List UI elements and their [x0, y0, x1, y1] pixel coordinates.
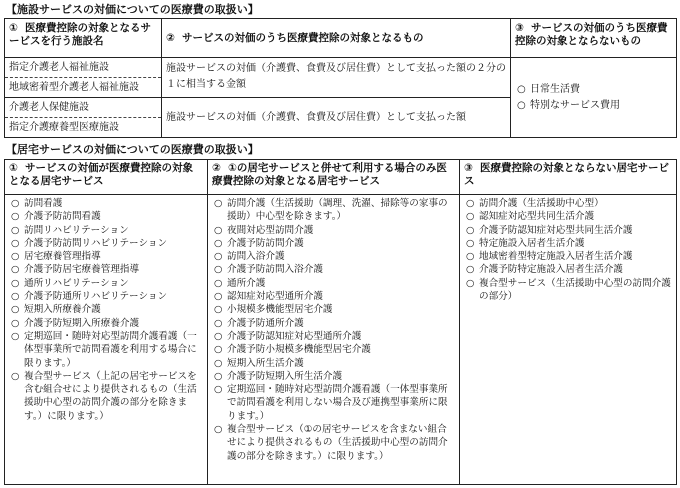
list-item	[11, 317, 203, 330]
list-item	[466, 263, 672, 276]
facility-services-table	[4, 18, 677, 138]
item-text: 介護予防訪問入浴介護	[227, 264, 323, 276]
item-text: 介護予防短期入所療養介護	[24, 317, 140, 329]
bullet: ○	[11, 264, 20, 276]
list-item	[214, 357, 455, 370]
service-list	[466, 197, 672, 303]
item-text: 介護予防訪問リハビリテーション	[24, 237, 168, 249]
facility-group-1	[5, 58, 162, 98]
bullet: ○	[466, 198, 475, 209]
header-number: ②	[212, 162, 221, 174]
list-item	[214, 343, 455, 356]
header-text: サービスの対価が医療費控除の対象となる居宅サービス	[9, 162, 193, 187]
bullet: ○	[11, 370, 20, 382]
deductible-services-col	[5, 195, 208, 485]
item-text: 通所介護	[227, 277, 266, 289]
item-text: 短期入所生活介護	[227, 357, 304, 369]
facility-group-2	[5, 98, 162, 138]
list-item	[214, 303, 455, 316]
item-text: 訪問介護（生活援助（調理、洗濯、掃除等の家事の援助）中心型を除きます。）	[227, 198, 448, 223]
item-text: 定期巡回・随時対応型訪問介護看護（一体型事業所で訪問看護を利用する場合に限ります。）	[24, 330, 197, 369]
bullet: ○	[214, 357, 223, 369]
list-item	[214, 330, 455, 343]
list-item	[466, 250, 672, 263]
bullet: ○	[214, 424, 223, 436]
list-item	[11, 237, 203, 250]
list-item	[11, 330, 203, 370]
list-item	[214, 317, 455, 330]
bullet: ○	[214, 304, 223, 316]
item-text: 介護予防短期入所生活介護	[227, 370, 343, 382]
item-text: 特定施設入居者生活介護	[479, 237, 585, 249]
list-item	[466, 237, 672, 250]
list-item	[517, 82, 670, 98]
bullet: ○	[466, 237, 475, 249]
item-text: 日常生活費	[530, 83, 580, 95]
header-number: ③	[515, 22, 524, 34]
list-item	[214, 263, 455, 276]
bullet: ○	[214, 264, 223, 276]
list-item	[11, 290, 203, 303]
item-text: 小規模多機能型居宅介護	[227, 304, 333, 316]
bullet: ○	[11, 277, 20, 289]
bullet: ○	[214, 277, 223, 289]
list-item	[11, 263, 203, 276]
table2-header-2	[208, 160, 460, 195]
item-text: 複合型サービス（生活援助中心型の訪問介護の部分）	[479, 277, 671, 303]
item-text: 介護予防居宅療養管理指導	[24, 264, 140, 276]
bullet: ○	[11, 317, 20, 329]
table1-header-1	[5, 19, 162, 58]
bullet: ○	[214, 224, 223, 236]
deductible-description-2: 施設サービスの対価（介護費、食費及び居住費）として支払った額	[162, 98, 511, 138]
header-text: ①の居宅サービスと併せて利用する場合のみ医療費控除の対象となる居宅サービス	[212, 162, 447, 187]
item-text: 地域密着型特定施設入居者生活介護	[479, 251, 633, 263]
header-text: 医療費控除の対象とならない居宅サービス	[464, 162, 669, 187]
list-item	[11, 197, 203, 210]
item-text: 介護予防通所リハビリテーション	[24, 291, 168, 303]
item-text: 居宅療養管理指導	[24, 251, 101, 263]
bullet: ○	[466, 264, 475, 276]
header-number: ①	[9, 162, 18, 174]
bullet: ○	[11, 291, 20, 303]
bullet: ○	[466, 277, 475, 289]
bullet: ○	[214, 291, 223, 303]
item-text: 介護予防訪問看護	[24, 211, 101, 223]
service-list	[11, 197, 203, 423]
table2-header-1	[5, 160, 208, 195]
bullet: ○	[466, 224, 475, 236]
header-text: サービスの対価のうち医療費控除の対象とならないもの	[515, 22, 668, 47]
list-item	[214, 224, 455, 237]
item-text: 介護予防小規模多機能型居宅介護	[227, 344, 371, 356]
bullet: ○	[11, 224, 20, 236]
bullet: ○	[214, 384, 223, 396]
list-item	[11, 370, 203, 423]
bullet: ○	[11, 304, 20, 316]
table1-header-2	[162, 19, 511, 58]
bullet: ○	[517, 99, 526, 111]
facility-name: 指定介護療養型医療施設	[9, 122, 119, 133]
list-item	[214, 250, 455, 263]
conditional-services-col	[208, 195, 460, 485]
item-text: 短期入所療養介護	[24, 304, 101, 316]
list-item	[214, 237, 455, 250]
list-item	[466, 197, 672, 210]
list-item	[11, 250, 203, 263]
list-item	[11, 210, 203, 223]
bullet: ○	[214, 370, 223, 382]
item-text: 夜間対応型訪問介護	[227, 224, 314, 236]
table2-header-3	[460, 160, 677, 195]
bullet: ○	[214, 317, 223, 329]
list-item	[11, 303, 203, 316]
header-text: 医療費控除の対象となるサービスを行う施設名	[9, 22, 151, 47]
list-item	[466, 224, 672, 237]
item-text: 通所リハビリテーション	[24, 277, 129, 289]
header-text: サービスの対価のうち医療費控除の対象となるもの	[182, 31, 424, 44]
header-number: ③	[464, 162, 473, 174]
bullet: ○	[11, 211, 20, 223]
bullet: ○	[11, 251, 20, 263]
item-text: 介護予防特定施設入居者生活介護	[479, 264, 623, 276]
bullet: ○	[466, 251, 475, 263]
list-item	[214, 383, 455, 423]
item-text: 介護予防認知症対応型通所介護	[227, 330, 362, 342]
bullet: ○	[11, 330, 20, 342]
bullet: ○	[11, 237, 20, 249]
facility-name: 指定介護老人福祉施設	[5, 58, 161, 78]
list-item	[214, 277, 455, 290]
bullet: ○	[11, 198, 20, 209]
service-list	[214, 197, 455, 463]
list-item	[466, 277, 672, 304]
bullet: ○	[214, 237, 223, 249]
item-text: 介護予防通所介護	[227, 317, 304, 329]
deductible-description-1: 施設サービスの対価（介護費、食費及び居住費）として支払った額の２分の１に相当する金額	[162, 58, 511, 98]
header-number: ①	[9, 22, 18, 34]
list-item	[466, 210, 672, 223]
item-text: 介護予防訪問介護	[227, 237, 304, 249]
section1-title: 【施設サービスの対価についての医療費の取扱い】	[6, 3, 259, 16]
non-deductible-services-col	[460, 195, 677, 485]
table1-header-3	[511, 19, 677, 58]
bullet: ○	[466, 211, 475, 223]
list-item	[11, 224, 203, 237]
list-item	[214, 370, 455, 383]
item-text: 認知症対応型通所介護	[227, 291, 323, 303]
list-item	[517, 98, 670, 114]
item-text: 介護予防認知症対応型共同生活介護	[479, 224, 633, 236]
list-item	[214, 290, 455, 303]
bullet: ○	[214, 330, 223, 342]
item-text: 複合型サービス（①の居宅サービスを含まない組合せにより提供されるもの（生活援助中心型の訪問介護の部分を除きます。）に限ります。）	[227, 424, 448, 462]
section2-title: 【居宅サービスの対価についての医療費の取扱い】	[6, 143, 259, 156]
non-deductible-list	[511, 58, 677, 138]
header-number: ②	[166, 31, 175, 44]
item-text: 訪問入浴介護	[227, 251, 285, 263]
item-text: 特別なサービス費用	[530, 99, 620, 111]
home-services-table	[4, 159, 677, 485]
bullet: ○	[517, 83, 526, 95]
bullet: ○	[214, 251, 223, 263]
item-text: 訪問介護（生活援助中心型）	[479, 198, 604, 209]
item-text: 訪問看護	[24, 198, 63, 209]
list-item	[214, 423, 455, 463]
item-text: 認知症対応型共同生活介護	[479, 211, 595, 223]
facility-name: 介護老人保健施設	[5, 98, 161, 118]
facility-name: 地域密着型介護老人福祉施設	[9, 82, 139, 93]
bullet: ○	[214, 198, 223, 209]
list-item	[11, 277, 203, 290]
bullet: ○	[214, 344, 223, 356]
item-text: 定期巡回・随時対応型訪問介護看護（一体型事業所で訪問看護を利用しない場合及び連携型事業所に限ります。）	[227, 384, 448, 422]
item-text: 訪問リハビリテーション	[24, 224, 129, 236]
list-item	[214, 197, 455, 224]
item-text: 複合型サービス（上記の居宅サービスを含む組合せにより提供されるもの（生活援助中心型の訪問介護の部分を除きます。）に限ります。）	[24, 370, 197, 422]
